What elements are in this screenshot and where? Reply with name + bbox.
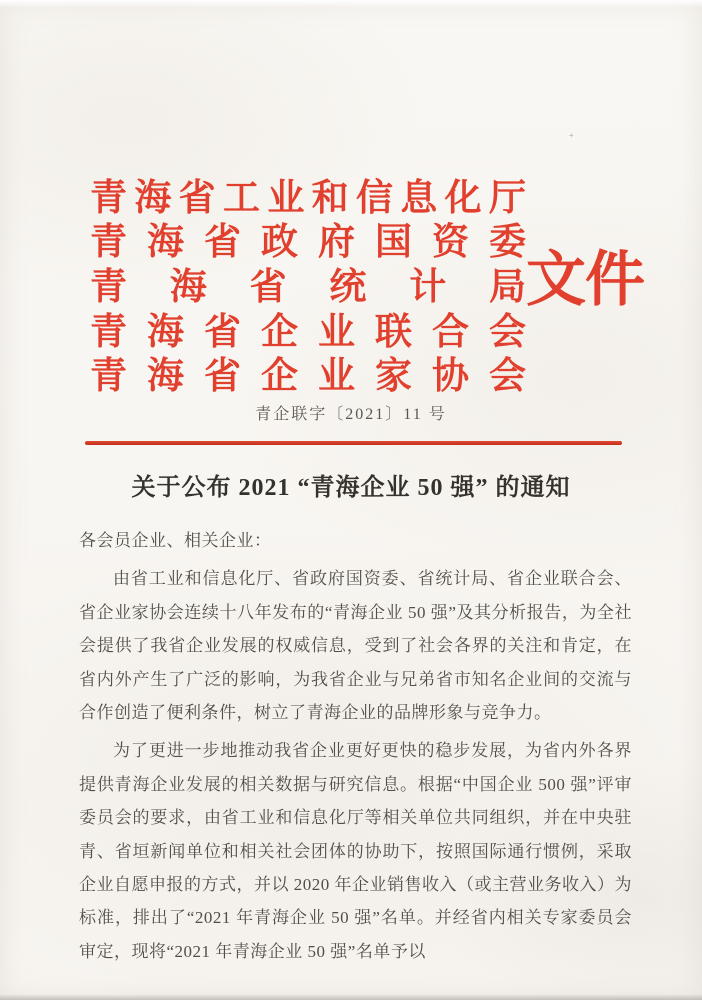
document-body [79, 524, 632, 968]
red-divider-rule [85, 441, 622, 445]
letterhead-line-4: 青 海 省 企 业 联 合 会 [90, 311, 526, 353]
scan-bottom-edge [0, 994, 702, 1000]
scan-top-edge [0, 0, 702, 8]
scan-artifact-dot: + [569, 131, 574, 140]
document-reference-number: 青企联字〔2021〕11 号 [255, 406, 447, 423]
document-title: 关于公布 2021 “青海企业 50 强” 的通知 [131, 475, 571, 501]
letterhead-agency-list [90, 176, 526, 399]
salutation-line: 各会员企业、相关企业： [79, 531, 272, 550]
letterhead-line-3: 青 海 省 统 计 局 [90, 266, 526, 308]
body-paragraph-1: 由省工业和信息化厅、省政府国资委、省统计局、省企业联合会、省企业家协会连续十八年发布的“青海企业 50 强”及其分析报告，为全社会提供了我省企业发展的权威信息，受到了社会各界的关注和肯定，在省内外产生了广泛的影响，为我省企业与兄弟省市知名企业间的交流与合作创造了便利条件，树立了青海企业的品牌形象与竞争力。 [79, 569, 632, 723]
letterhead-line-1: 青 海 省 工 业 和 信 息 化 厅 [90, 177, 526, 219]
letterhead-line-5: 青 海 省 企 业 家 协 会 [90, 356, 526, 398]
wenjian-document-stamp: 文件 [526, 246, 644, 313]
letterhead-line-2: 青 海 省 政 府 国 资 委 [90, 222, 526, 264]
body-paragraph-2: 为了更进一步地推动我省企业更好更快的稳步发展，为省内外各界提供青海企业发展的相关数据与研究信息。根据“中国企业 500 强”评审委员会的要求，由省工业和信息化厅等相关单位共同组织，并在中央驻青、省垣新闻单位和相关社会团体的协助下，按照国际通行惯例，采取企业自愿申报的方式，并以 2020 年企业销售收入（或主营业务收入）为标准，排出了“2021 年青海企业 50 强”名单。并经省内相关专家委员会审定，现将“2021 年青海企业 50 强”名单予以 [79, 741, 632, 961]
